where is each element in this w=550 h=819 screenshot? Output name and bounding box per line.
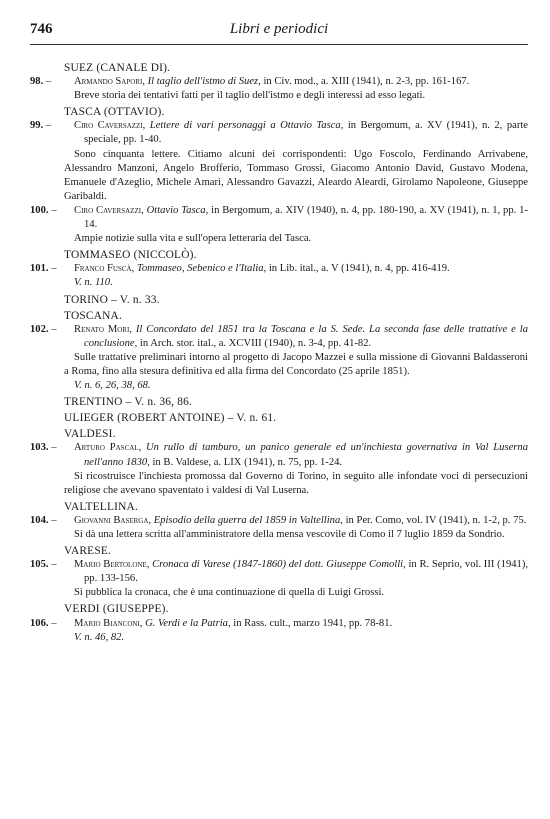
section-heading: TRENTINO – V. n. 36, 86. xyxy=(64,396,193,409)
entry-citation: Renato Mori, Il Concordato del 1851 tra la Toscana e la S. Sede. La seconda fase delle trattative e la conclusione, in Arch. stor. ital., a. XCVIII (1940), n. 3-4, pp. 41-82. xyxy=(74,323,529,349)
entry-citation: Arturo Pascal, Un rullo di tamburo, un panico generale ed un'inchiesta governativa in Val Luserna nell'anno 1830, in B. Valdese, a. LIX (1941), n. 75, pp. 1-24. xyxy=(74,442,529,468)
section-heading: TOMMASEO (NICCOLÒ). xyxy=(64,249,197,262)
entry-number: 99. – xyxy=(30,119,76,133)
entry-author: Ciro Caversazzi xyxy=(74,204,142,216)
bibliography-entry xyxy=(30,617,528,631)
entry-note: Sulle trattative preliminari intorno al progetto di Jacopo Mazzei e sulla missione di Giovanni Baldasseroni a Roma, fino alla stesura definitiva ed alla firma del Concordato (25 aprile 1851). xyxy=(64,351,528,377)
running-title: Libri e periodici xyxy=(229,21,329,37)
section-heading: VERDI (GIUSEPPE). xyxy=(64,603,169,616)
entry-author: Mario Bianconi xyxy=(74,617,140,629)
page-header xyxy=(30,22,528,45)
entry-author: Ciro Caversazzi xyxy=(74,120,143,132)
entry-number: 102. – xyxy=(30,323,76,337)
bibliography-entry xyxy=(30,323,528,351)
entry-author: Mario Bertolone xyxy=(74,559,147,571)
entry-note: Si pubblica la cronaca, che è una continuazione di quella di Luigi Grossi. xyxy=(74,587,385,599)
entry-note: Si dà una lettera scritta all'amministratore della mensa vescovile di Como il 7 luglio 1859 da Sondrio. xyxy=(74,529,505,540)
entry-citation: Mario Bertolone, Cronaca di Varese (1847-1860) del dott. Giuseppe Comolli, in R. Seprio, vol. III (1941), pp. 133-156. xyxy=(74,559,529,585)
entry-number: 104. – xyxy=(30,514,76,528)
bibliography-list xyxy=(30,61,528,647)
entry-publication: , in Bergomum, a. XIV (1940), n. 4, pp. 180-190, a. XV (1941), n. 1, pp. 1-14. xyxy=(84,204,528,231)
entry-title: G. Verdi e la Patria xyxy=(145,617,228,629)
entry-title: Ottavio Tasca xyxy=(146,204,206,216)
entry-publication: , in Rass. cult., marzo 1941, pp. 78-81. xyxy=(227,617,393,629)
entry-number: 100. – xyxy=(30,204,76,218)
bibliography-entry xyxy=(30,204,528,232)
entry-publication: , in Arch. stor. ital., a. XCVIII (1940), n. 3-4, pp. 41-82. xyxy=(134,337,372,349)
section-heading: TASCA (OTTAVIO). xyxy=(64,106,165,119)
cross-reference: V. n. 110. xyxy=(74,277,113,289)
entry-number: 103. – xyxy=(30,441,76,455)
entry-author: Renato Mori xyxy=(74,323,130,335)
entry-publication: , in Civ. mod., a. XIII (1941), n. 2-3, pp. 161-167. xyxy=(258,76,470,88)
entry-author: Franco Fuscà xyxy=(74,263,132,275)
entry-citation: Mario Bianconi, G. Verdi e la Patria, in Rass. cult., marzo 1941, pp. 78-81. xyxy=(74,617,393,629)
entry-number: 105. – xyxy=(30,558,76,572)
entry-publication: , in Per. Como, vol. IV (1941), n. 1-2, p. 75. xyxy=(340,514,527,526)
bibliography-entry xyxy=(30,558,528,586)
entry-citation: Armando Sapori, Il taglio dell'istmo di Suez, in Civ. mod., a. XIII (1941), n. 2-3, pp. 161-167. xyxy=(74,76,470,88)
entry-note: Sono cinquanta lettere. Citiamo alcuni dei corrispondenti: Ugo Foscolo, Ferdinando Arrivabene, Alessandro Manzoni, Angelo Brofferio, Tommaso Grossi, Giacomo Antonio David, Gustavo Modena, Emanuele d'Azeglio, Michele Amari, Alessandro Gavazzi, Aleardo Aleardi, Girolamo Napoleone, Giuseppe Garibaldi. xyxy=(64,148,528,202)
entry-number: 98. – xyxy=(30,75,76,89)
entry-author: Giovanni Baserga xyxy=(74,514,149,526)
entry-citation: Ciro Caversazzi, Lettere di vari personaggi a Ottavio Tasca, in Bergomum, a. XV (1941), n. 2, parte speciale, pp. 1-40. xyxy=(74,120,528,146)
section-heading: ULIEGER (ROBERT ANTOINE) – V. n. 61. xyxy=(64,412,277,425)
bibliography-entry xyxy=(30,75,528,89)
section-heading: TOSCANA. xyxy=(64,309,123,322)
section-heading: VALDESI. xyxy=(64,428,116,441)
entry-title: Tommaseo, Sebenico e l'Italia xyxy=(136,263,264,275)
entry-publication: , in B. Valdese, a. LIX (1941), n. 75, pp. 1-24. xyxy=(147,456,343,468)
entry-author: Arturo Pascal xyxy=(74,442,139,454)
bibliography-entry xyxy=(30,262,528,276)
entry-author: Armando Sapori xyxy=(74,76,143,88)
entry-title: Il taglio dell'istmo di Suez xyxy=(147,76,259,88)
bibliography-entry xyxy=(30,119,528,147)
entry-title: Cronaca di Varese (1847-1860) del dott. Giuseppe Comolli xyxy=(152,559,404,571)
entry-note: Breve storia dei tentativi fatti per il taglio dell'istmo e degli interessi ad esso legati. xyxy=(74,90,426,102)
entry-citation: Franco Fuscà, Tommaseo, Sebenico e l'Italia, in Lib. ital., a. V (1941), n. 4, pp. 416-419. xyxy=(74,263,450,275)
entry-title: Un rullo di tamburo, un panico generale ed un'inchiesta governativa in Val Luserna nell'anno 1830 xyxy=(84,442,529,468)
cross-reference: V. n. 6, 26, 38, 68. xyxy=(74,380,151,392)
section-gap xyxy=(30,645,528,647)
entry-publication: , in Lib. ital., a. V (1941), n. 4, pp. 416-419. xyxy=(263,263,450,275)
cross-reference: V. n. 46, 82. xyxy=(74,631,125,643)
section-heading: VALTELLINA. xyxy=(64,500,139,513)
section-heading: TORINO – V. n. 33. xyxy=(64,293,160,306)
bibliography-entry xyxy=(30,514,528,528)
entry-number: 106. – xyxy=(30,617,76,631)
entry-title: Episodio della guerra del 1859 in Valtellina xyxy=(153,514,341,526)
section-heading: VARESE. xyxy=(64,545,112,558)
entry-publication: , in Bergomum, a. XV (1941), n. 2, parte speciale, pp. 1-40. xyxy=(84,120,528,146)
entry-note: Si ricostruisce l'inchiesta promossa dal Governo di Torino, in seguito alle infondate voci di persecuzioni religiose che avevano spaventato i valdesi di Val Luserna. xyxy=(64,470,528,496)
section-heading: SUEZ (CANALE DI). xyxy=(64,62,171,74)
entry-title: Lettere di vari personaggi a Ottavio Tasca xyxy=(149,120,341,132)
entry-publication: , in R. Seprio, vol. III (1941), pp. 133-156. xyxy=(84,559,529,585)
entry-note: Ampie notizie sulla vita e sull'opera letteraria del Tasca. xyxy=(74,233,312,245)
entry-citation: Ciro Caversazzi, Ottavio Tasca, in Bergomum, a. XIV (1940), n. 4, pp. 180-190, a. XV (1941), n. 1, pp. 1-14. xyxy=(74,204,528,231)
entry-citation: Giovanni Baserga, Episodio della guerra del 1859 in Valtellina, in Per. Como, vol. IV (1941), n. 1-2, p. 75. xyxy=(74,514,527,526)
page-number: 746 xyxy=(30,21,53,37)
entry-title: Il Concordato del 1851 tra la Toscana e la S. Sede. La seconda fase delle trattative e la conclusione xyxy=(84,323,529,349)
entry-number: 101. – xyxy=(30,262,76,276)
bibliography-entry xyxy=(30,441,528,469)
